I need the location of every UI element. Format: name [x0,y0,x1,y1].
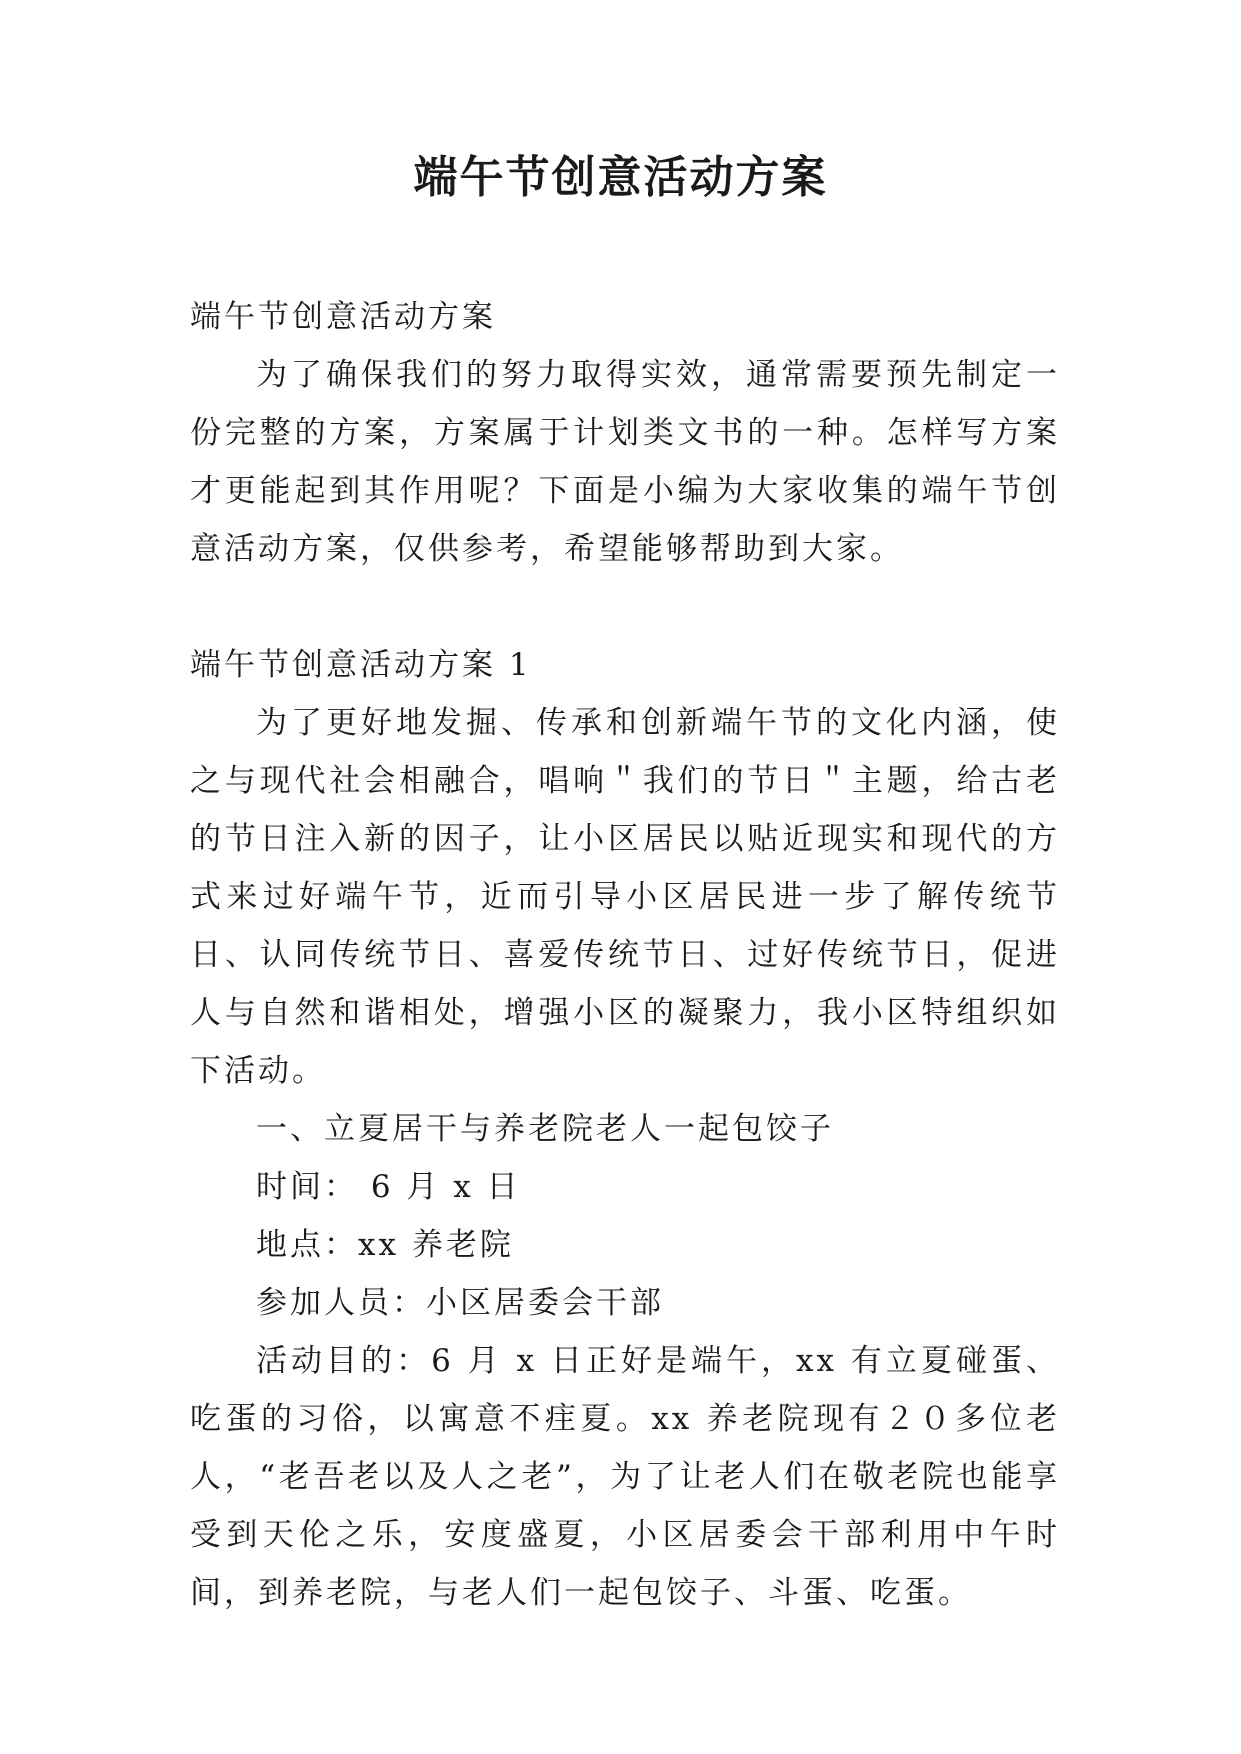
activity-participants: 参加人员：小区居委会干部 [256,1285,664,1321]
document-title: 端午节创意活动方案 [413,152,828,203]
activity-time: 时间： 6 月 x 日 [256,1169,521,1205]
document-body [190,288,1060,1622]
section-heading: 端午节创意活动方案 1 [190,647,532,683]
activity-purpose: 活动目的：6 月 x 日正好是端午，xx 有立夏碰蛋、吃蛋的习俗，以寓意不疰夏。xx 养老院现有２０多位老人，“老吾老以及人之老”，为了让老人们在敬老院也能享受到天伦之乐，安度盛夏，小区居委会干部利用中午时间，到养老院，与老人们一起包饺子、斗蛋、吃蛋。 [190,1343,1060,1611]
activity-place: 地点：xx 养老院 [256,1227,514,1263]
intro-paragraph: 为了确保我们的努力取得实效，通常需要预先制定一份完整的方案，方案属于计划类文书的一种。怎样写方案才更能起到其作用呢？下面是小编为大家收集的端午节创意活动方案，仅供参考，希望能够帮助到大家。 [190,357,1060,567]
subtitle: 端午节创意活动方案 [190,299,496,335]
section-paragraph: 为了更好地发掘、传承和创新端午节的文化内涵，使之与现代社会相融合，唱响＂我们的节日＂主题，给古老的节日注入新的因子，让小区居民以贴近现实和现代的方式来过好端午节，近而引导小区居民进一步了解传统节日、认同传统节日、喜爱传统节日、过好传统节日，促进人与自然和谐相处，增强小区的凝聚力，我小区特组织如下活动。 [190,705,1060,1089]
activity-item-title: 一、立夏居干与养老院老人一起包饺子 [256,1111,834,1147]
